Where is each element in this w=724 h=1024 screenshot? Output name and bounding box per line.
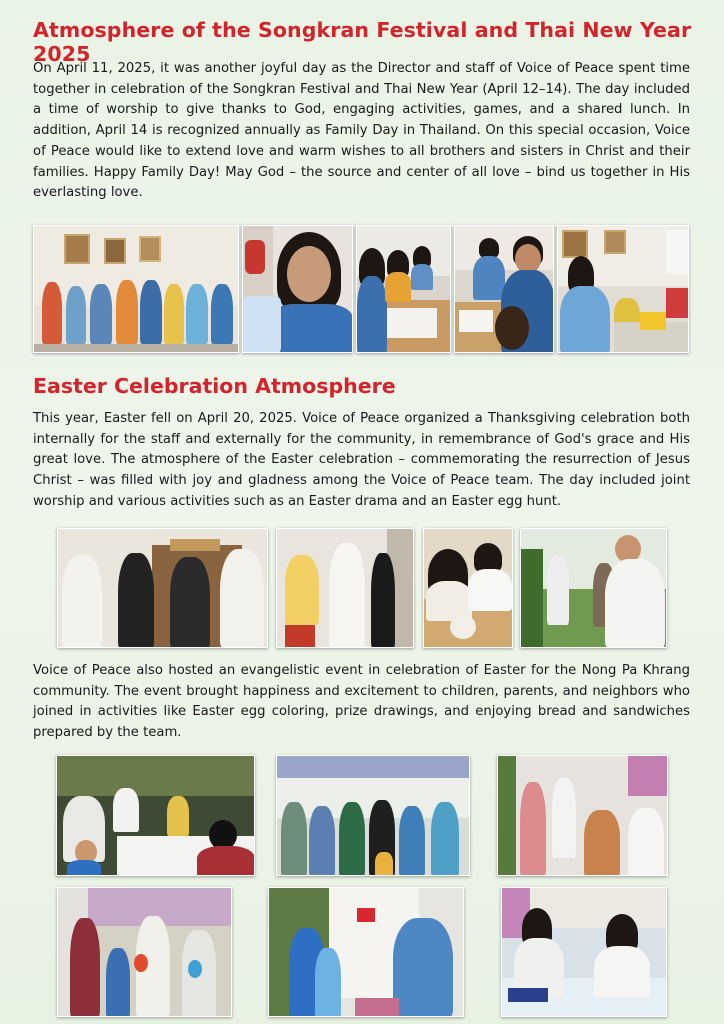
photo-easter-egg-hunt bbox=[520, 528, 667, 648]
photo-community-children-bread bbox=[268, 887, 464, 1017]
section-title-songkran: Atmosphere of the Songkran Festival and Thai New Year 2025 bbox=[33, 18, 692, 66]
section-body-community: Voice of Peace also hosted an evangelistic event in celebration of Easter for the Nong Pa Khrang community. The event brought happiness and excitement to children, parents, and neighbors who joined in activities like Easter egg coloring, prize drawings, and enjoying bread and sandwiches prepared by the team. bbox=[33, 663, 690, 741]
photo-easter-egg-table bbox=[423, 528, 513, 648]
photo-community-children-table bbox=[56, 755, 255, 876]
photo-songkran-staff-group bbox=[33, 225, 239, 353]
photo-songkran-guitar bbox=[454, 225, 554, 353]
photo-easter-drama bbox=[276, 528, 414, 648]
section-body-songkran: On April 11, 2025, it was another joyful day as the Director and staff of Voice of Peace spent time together in celebration of the Songkran Festival and Thai New Year (April 12–14). The day included a time of worship to give thanks to God, engaging activities, games, and a shared lunch. In addition, April 14 is recognized annually as Family Day in Thailand. On this special occasion, Voice of Peace would like to extend love and warm wishes to all brothers and sisters in Christ and their families. Happy Family Day! May God – the source and center of all love – bind us together in His everlasting love. bbox=[33, 61, 690, 201]
photo-community-girls-eggs bbox=[501, 887, 667, 1017]
photo-easter-costumes bbox=[57, 528, 268, 648]
photo-songkran-woman-smiling bbox=[242, 225, 353, 353]
photo-community-music bbox=[497, 755, 668, 876]
section-title-easter: Easter Celebration Atmosphere bbox=[33, 374, 396, 398]
section-body-easter: This year, Easter fell on April 20, 2025. Voice of Peace organized a Thanksgiving celebration both internally for the staff and externally for the community, in remembrance of God's grace and His great love. The atmosphere of the Easter celebration – commemorating the resurrection of Jesus Christ – was filled with joy and gladness among the Voice of Peace team. The day included joint worship and various activities such as an Easter drama and an Easter egg hunt. bbox=[33, 411, 690, 509]
photo-songkran-food-table bbox=[557, 225, 689, 353]
photo-community-group-canopy bbox=[276, 755, 470, 876]
photo-community-eggs-display bbox=[57, 887, 232, 1017]
photo-songkran-worship-table bbox=[356, 225, 451, 353]
